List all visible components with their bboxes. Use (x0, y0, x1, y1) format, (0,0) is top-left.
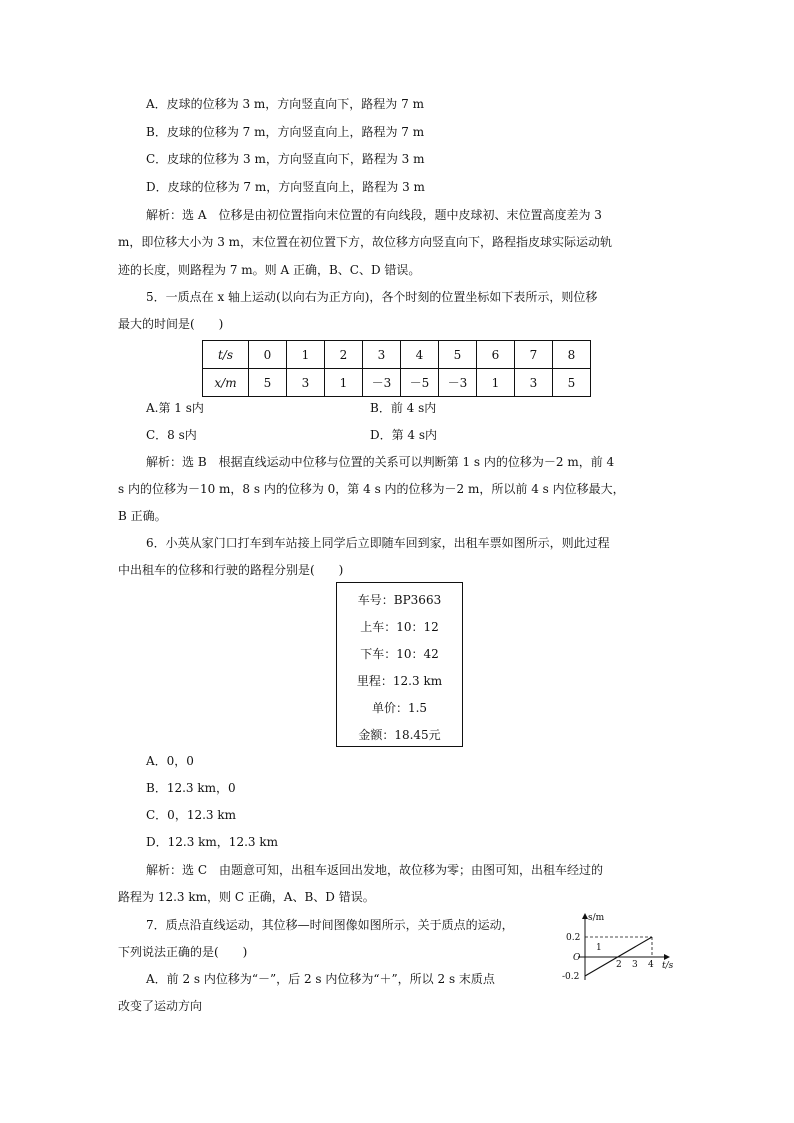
table-header-cell: x/m (203, 369, 249, 397)
q6-option-b: B．12.3 km，0 (146, 781, 236, 795)
table-cell: －3 (439, 369, 477, 397)
q5-option-c: C．8 s内 (146, 428, 197, 442)
q6-option-d: D．12.3 km，12.3 km (146, 835, 278, 849)
table-cell: 2 (325, 341, 363, 369)
q5-option-d: D．第 4 s内 (370, 428, 438, 442)
q7-stem-line: 7．质点沿直线运动，其位移—时间图像如图所示，关于质点的运动， (146, 918, 514, 932)
q6-option-c: C．0，12.3 km (146, 808, 237, 822)
y-axis-label: s/m (588, 913, 605, 923)
table-cell: 5 (249, 369, 287, 397)
q5-stem-line: 最大的时间是( ) (118, 317, 224, 331)
table-cell: －5 (401, 369, 439, 397)
table-cell: 4 (401, 341, 439, 369)
table-header-cell: t/s (203, 341, 249, 369)
q4-option-c: C．皮球的位移为 3 m，方向竖直向下，路程为 3 m (146, 152, 425, 166)
q4-option-d: D．皮球的位移为 7 m，方向竖直向上，路程为 3 m (146, 180, 425, 194)
table-cell: －3 (363, 369, 401, 397)
displacement-time-graph (556, 910, 676, 985)
table-cell: 3 (515, 369, 553, 397)
x-tick-label: 3 (632, 960, 638, 970)
table-cell: 3 (287, 369, 325, 397)
table-cell: 7 (515, 341, 553, 369)
q6-analysis-line: 解析：选 C 由题意可知，出租车返回出发地，故位移为零；由图可知，出租车经过的 (146, 863, 603, 877)
q5-option-b: B．前 4 s内 (370, 401, 437, 415)
q5-analysis-line: B 正确。 (118, 509, 167, 523)
table-cell: 5 (439, 341, 477, 369)
table-cell: 5 (553, 369, 591, 397)
origin-label: O (573, 953, 581, 963)
receipt-mileage: 里程：12.3 km (356, 674, 443, 688)
receipt-car-number: 车号：BP3663 (357, 593, 442, 607)
q5-option-a: A.第 1 s内 (146, 401, 204, 415)
q7-option-a-line: 改变了运动方向 (118, 999, 203, 1013)
table-cell: 1 (325, 369, 363, 397)
q4-option-a: A．皮球的位移为 3 m，方向竖直向下，路程为 7 m (146, 97, 424, 111)
q7-option-a-line: A．前 2 s 内位移为“－”，后 2 s 内位移为“＋”，所以 2 s 末质点 (146, 972, 495, 986)
table-cell: 6 (477, 341, 515, 369)
taxi-receipt (336, 582, 463, 747)
table-cell: 0 (249, 341, 287, 369)
x-axis-label: t/s (662, 961, 674, 971)
receipt-unit-price: 单价：1.5 (371, 701, 428, 715)
table-row (203, 341, 591, 369)
q4-analysis-line: 迹的长度，则路程为 7 m。则 A 正确，B、C、D 错误。 (118, 263, 421, 277)
table-row (203, 369, 591, 397)
q6-option-a: A．0，0 (146, 754, 194, 768)
q5-analysis-line: 解析：选 B 根据直线运动中位移与位置的关系可以判断第 1 s 内的位移为－2 m，前 4 (146, 455, 615, 469)
q4-option-b: B．皮球的位移为 7 m，方向竖直向上，路程为 7 m (146, 125, 425, 139)
x-tick-label: 2 (616, 960, 622, 970)
q5-stem-line: 5．一质点在 x 轴上运动(以向右为正方向)，各个时刻的位置坐标如下表所示，则位移 (146, 290, 598, 304)
q6-stem-line: 6．小英从家门口打车到车站接上同学后立即随车回到家，出租车票如图所示，则此过程 (146, 536, 610, 550)
q7-stem-line: 下列说法正确的是( ) (118, 945, 248, 959)
q6-stem-line: 中出租车的位移和行驶的路程分别是( ) (118, 563, 344, 577)
receipt-alight-time: 下车：10：42 (360, 647, 439, 661)
y-tick-label: 0.2 (566, 933, 581, 943)
table-cell: 1 (287, 341, 325, 369)
receipt-amount: 金额：18.45元 (358, 728, 441, 742)
table-cell: 8 (553, 341, 591, 369)
q6-analysis-line: 路程为 12.3 km，则 C 正确，A、B、D 错误。 (118, 890, 375, 904)
table-cell: 1 (477, 369, 515, 397)
receipt-boarding-time: 上车：10：12 (360, 620, 439, 634)
q4-analysis-line: m，即位移大小为 3 m，末位置在初位置下方，故位移方向竖直向下，路程指皮球实际运动轨 (118, 235, 613, 249)
q5-analysis-line: s 内的位移为－10 m，8 s 内的位移为 0，第 4 s 内的位移为－2 m，所以前 4 s 内位移最大， (118, 482, 625, 496)
position-table (202, 340, 591, 397)
table-cell: 3 (363, 341, 401, 369)
x-tick-label: 4 (648, 960, 654, 970)
q4-analysis-line: 解析：选 A 位移是由初位置指向末位置的有向线段，题中皮球初、末位置高度差为 3 (146, 208, 602, 222)
y-tick-label: -0.2 (562, 972, 580, 982)
graph-annotation: 1 (596, 943, 602, 953)
